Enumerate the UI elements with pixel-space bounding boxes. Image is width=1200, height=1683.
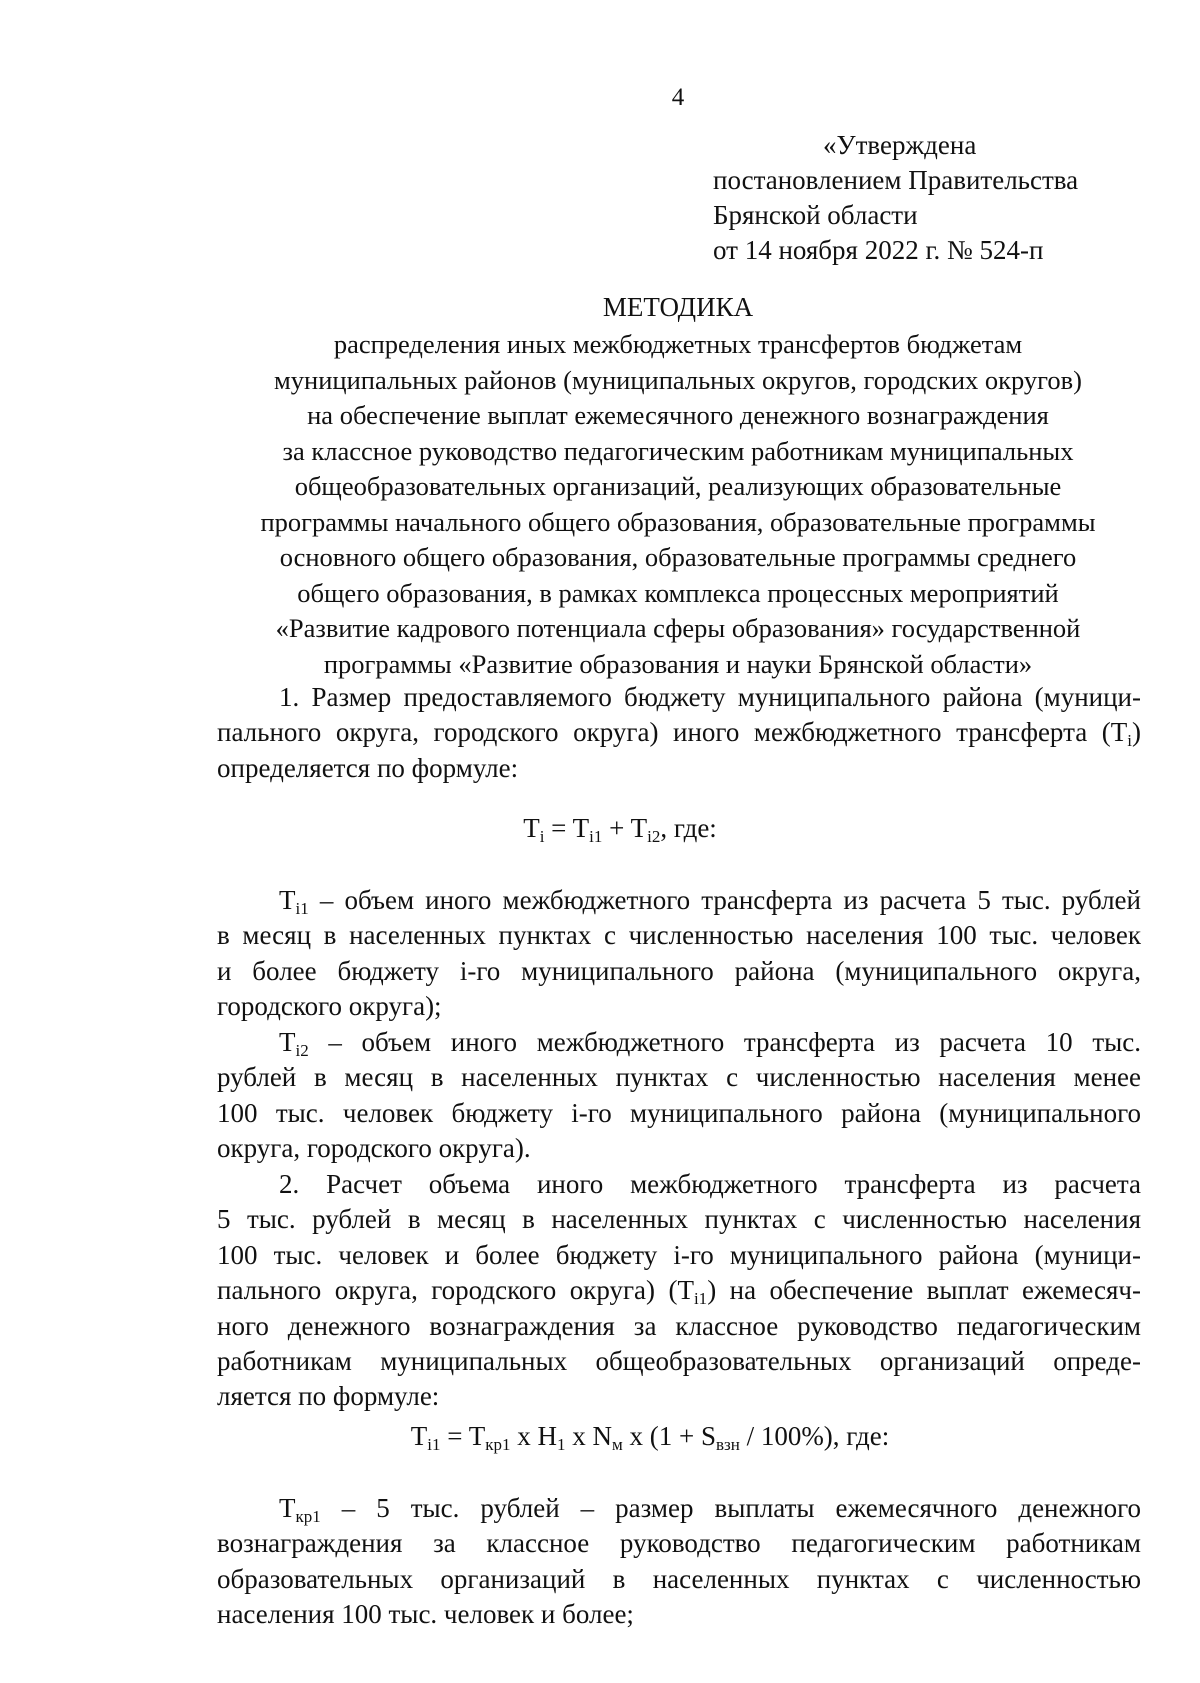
- subtitle-line: общего образования, в рамках комплекса процессных мероприятий: [297, 577, 1059, 608]
- paragraph-line: ляется по формуле:: [217, 1381, 440, 1412]
- subtitle-line: «Развитие кадрового потенциала сферы образования» государственной: [275, 613, 1081, 643]
- approval-line: Брянской области: [713, 200, 918, 230]
- paragraph-line: рублей в месяц в населенных пунктах с численностью населения менее: [217, 1062, 1141, 1093]
- approval-line: от 14 ноября 2022 г. № 524-п: [713, 235, 1044, 265]
- paragraph-1: [217, 680, 1141, 786]
- paragraph-line: 100 тыс. человек и более бюджету i-го муниципального района (муници-: [217, 1239, 1141, 1270]
- subtitle-line: общеобразовательных организаций, реализующих образовательные: [294, 471, 1062, 501]
- subtitle-line: основного общего образования, образовательные программы среднего: [279, 542, 1077, 572]
- page-number: 4: [671, 84, 685, 111]
- subtitle-line: за классное руководство педагогическим работникам муниципальных: [282, 435, 1074, 466]
- subtitle-line: программы «Развитие образования и науки Брянской области»: [323, 648, 1033, 679]
- paragraph-line: 1. Размер предоставляемого бюджету муниципального района (муници-: [279, 682, 1141, 712]
- definition-ti2: [217, 1025, 1141, 1167]
- paragraph-line: населения 100 тыс. человек и более;: [217, 1599, 634, 1630]
- paragraph-line: 5 тыс. рублей в месяц в населенных пунктах с численностью населения: [217, 1204, 1141, 1235]
- paragraph-line: в месяц в населенных пунктах с численностью населения 100 тыс. человек: [217, 920, 1141, 951]
- paragraph-line: и более бюджету i-го муниципального района (муниципального округа,: [217, 955, 1141, 986]
- paragraph-line: работникам муниципальных общеобразовательных организаций опреде-: [217, 1346, 1141, 1377]
- paragraph-line: 2. Расчет объема иного межбюджетного трансферта из расчета: [279, 1169, 1141, 1199]
- paragraph-line: пального округа, городского округа) иного межбюджетного трансферта $(T_i)$: [217, 717, 1141, 751]
- paragraph-line: вознаграждения за классное руководство педагогическим работникам: [217, 1528, 1141, 1559]
- definition-tkr1: [217, 1491, 1141, 1633]
- document-title: МЕТОДИКА: [602, 292, 754, 322]
- definition-ti1: [217, 883, 1141, 1025]
- paragraph-line: $T_{i2}$ – объем иного межбюджетного трансферта из расчета 10 тыс.: [279, 1027, 1141, 1060]
- paragraph-2: [217, 1167, 1141, 1415]
- subtitle-line: распределения иных межбюджетных трансфертов бюджетам: [333, 329, 1023, 359]
- paragraph-line: $T_{кр1} - 5$ тыс. рублей – размер выплаты ежемесячного денежного: [279, 1493, 1141, 1526]
- approval-line: «Утверждена: [823, 130, 977, 160]
- paragraph-line: ного денежного вознаграждения за классное руководство педагогическим: [217, 1310, 1141, 1341]
- formula-ti1: $T_{i1} = T_{кр1}$ x $H_1$ x $N_м$ x $(1 + S_{взн} / 100\%)$, где:: [410, 1421, 890, 1454]
- paragraph-line: $T_{i1}$ – объем иного межбюджетного трансферта из расчета 5 тыс. рублей: [279, 885, 1141, 918]
- subtitle-line: муниципальных районов (муниципальных округов, городских округов): [274, 364, 1082, 395]
- paragraph-line: определяется по формуле:: [217, 752, 519, 783]
- subtitle-line: программы начального общего образования, образовательные программы: [260, 506, 1096, 537]
- approval-line: постановлением Правительства: [713, 165, 1079, 195]
- document-subtitle: [200, 327, 1156, 682]
- paragraph-line: образовательных организаций в населенных пунктах с численностью: [217, 1563, 1141, 1594]
- subtitle-line: на обеспечение выплат ежемесячного денежного вознаграждения: [307, 400, 1049, 430]
- paragraph-line: 100 тыс. человек бюджету i-го муниципального района (муниципального: [217, 1097, 1141, 1128]
- paragraph-line: пального округа, городского округа) $(T_{i1})$ на обеспечение выплат ежемесяч-: [217, 1275, 1141, 1309]
- formula-ti: $T_i = T_{i1} + T_{i2}$, где:: [523, 813, 717, 846]
- paragraph-line: городского округа);: [217, 991, 442, 1022]
- approval-stamp: [713, 128, 1078, 268]
- paragraph-line: округа, городского округа).: [217, 1133, 531, 1164]
